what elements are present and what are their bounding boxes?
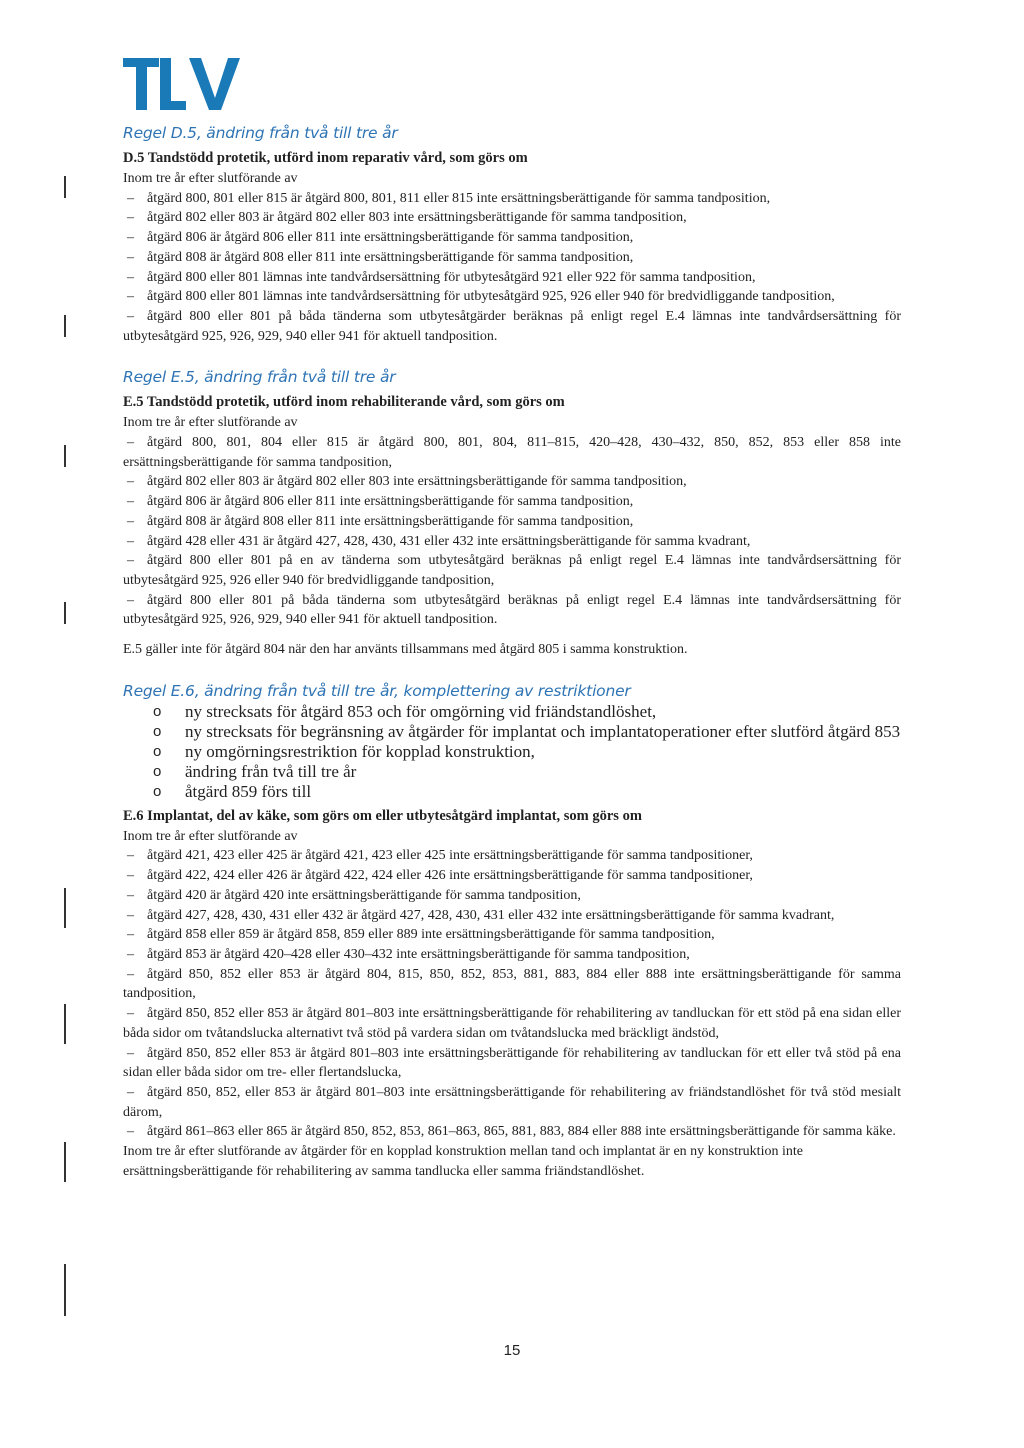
- list-item: – åtgärd 800 eller 801 på båda tänderna som utbytesåtgärder beräknas på enligt regel E.4 lämnas inte tandvårdsersättning för utbytesåtgärd 925, 926, 929, 940 eller 941 för aktuell tandposition.: [123, 307, 901, 346]
- rule-heading-d5: Regel D.5, ändring från två till tre år: [123, 124, 398, 142]
- change-item: [123, 702, 901, 722]
- bullet-circle-icon: o: [153, 782, 162, 800]
- list-item: – åtgärd 421, 423 eller 425 är åtgärd 421, 423 eller 425 inte ersättningsberättigande för samma tandpositioner,: [123, 846, 901, 866]
- revision-bar: [64, 1004, 66, 1044]
- rule-heading-e5: Regel E.5, ändring från två till tre år: [123, 368, 396, 387]
- list-item: – åtgärd 800 eller 801 på båda tänderna som utbytesåtgärd beräknas på enligt regel E.4 lämnas inte tandvårdsersättning för utbytesåtgärd 925, 926, 929, 940 eller 941 för aktuell tandposition.: [123, 591, 901, 630]
- section-intro: Inom tre år efter slutförande av: [123, 171, 298, 186]
- list-item: – åtgärd 802 eller 803 är åtgärd 802 eller 803 inte ersättningsberättigande för samma tandposition,: [123, 208, 901, 228]
- revision-bar: [64, 888, 66, 928]
- change-item: [123, 762, 901, 782]
- list-item: – åtgärd 802 eller 803 är åtgärd 802 eller 803 inte ersättningsberättigande för samma tandposition,: [123, 472, 901, 492]
- bullet-circle-icon: o: [153, 762, 162, 780]
- bullet-circle-icon: o: [153, 722, 162, 740]
- revision-bar: [64, 176, 66, 198]
- list-item: – åtgärd 800 eller 801 lämnas inte tandvårdsersättning för utbytesåtgärd 921 eller 922 för samma tandposition,: [123, 268, 901, 288]
- revision-bar: [64, 445, 66, 467]
- list-item: – åtgärd 800, 801 eller 815 är åtgärd 800, 801, 811 eller 815 inte ersättningsberättigande för samma tandposition,: [123, 189, 901, 209]
- revision-bar: [64, 315, 66, 337]
- change-item-text: ny omgörningsrestriktion för kopplad konstruktion,: [185, 741, 535, 761]
- list-item: – åtgärd 806 är åtgärd 806 eller 811 inte ersättningsberättigande för samma tandposition,: [123, 228, 901, 248]
- list-item: – åtgärd 808 är åtgärd 808 eller 811 inte ersättningsberättigande för samma tandposition,: [123, 512, 901, 532]
- revision-bar: [64, 602, 66, 624]
- restriction-list-d5: [123, 189, 901, 347]
- bullet-circle-icon: o: [153, 742, 162, 760]
- list-item: – åtgärd 800, 801, 804 eller 815 är åtgärd 800, 801, 804, 811–815, 420–428, 430–432, 850, 852, 853 eller 858 inte ersättningsberättigande för samma tandposition,: [123, 433, 901, 472]
- section-title-e5: E.5 Tandstödd protetik, utförd inom rehabiliterande vård, som görs om: [123, 394, 565, 411]
- section-closing-e6: Inom tre år efter slutförande av åtgärder för en kopplad konstruktion mellan tand och implantat är en ny konstruktion inte ersättningsberättigande för rehabilitering av samma tandlucka eller samma friändstandlöshet.: [123, 1144, 803, 1179]
- list-item: – åtgärd 800 eller 801 lämnas inte tandvårdsersättning för utbytesåtgärd 925, 926 eller 940 för bredvidliggande tandposition,: [123, 287, 901, 307]
- list-item: – åtgärd 861–863 eller 865 är åtgärd 850, 852, 853, 861–863, 865, 881, 883, 884 eller 888 inte ersättningsberättigande för samma käke.: [123, 1122, 901, 1142]
- section-note-e5: E.5 gäller inte för åtgärd 804 när den har använts tillsammans med åtgärd 805 i samma konstruktion.: [123, 642, 688, 658]
- section-title-d5: D.5 Tandstödd protetik, utförd inom reparativ vård, som görs om: [123, 150, 528, 166]
- list-item: – åtgärd 808 är åtgärd 808 eller 811 inte ersättningsberättigande för samma tandposition,: [123, 248, 901, 268]
- page-number: 15: [503, 1342, 521, 1359]
- list-item: – åtgärd 858 eller 859 är åtgärd 858, 859 eller 889 inte ersättningsberättigande för samma tandposition,: [123, 925, 901, 945]
- section-intro: Inom tre år efter slutförande av: [123, 415, 298, 431]
- list-item: – åtgärd 853 är åtgärd 420–428 eller 430–432 inte ersättningsberättigande för samma tandposition,: [123, 945, 901, 965]
- change-item: [123, 722, 901, 742]
- section-intro: Inom tre år efter slutförande av: [123, 828, 298, 844]
- change-list-e6: [123, 702, 901, 802]
- restriction-list-e5: [123, 433, 901, 630]
- restriction-list-e6: [123, 846, 901, 1142]
- bullet-circle-icon: o: [153, 702, 162, 720]
- list-item: – åtgärd 850, 852, eller 853 är åtgärd 801–803 inte ersättningsberättigande för rehabilitering av friändstandlöshet för två stöd mesialt därom,: [123, 1083, 901, 1122]
- change-item: [123, 742, 901, 762]
- rule-heading-e6: Regel E.6, ändring från två till tre år, komplettering av restriktioner: [123, 681, 631, 700]
- revision-bar: [64, 1264, 66, 1316]
- list-item: – åtgärd 420 är åtgärd 420 inte ersättningsberättigande för samma tandposition,: [123, 886, 901, 906]
- section-title-e6: E.6 Implantat, del av käke, som görs om eller utbytesåtgärd implantat, som görs om: [123, 807, 642, 824]
- tlv-logo: [123, 56, 241, 112]
- change-item: [123, 782, 901, 802]
- change-item-text: åtgärd 859 förs till: [185, 781, 312, 801]
- change-item-text: ny strecksats för begränsning av åtgärder för implantat och implantatoperationer efter slutförd åtgärd 853: [185, 721, 901, 741]
- list-item: – åtgärd 850, 852 eller 853 är åtgärd 804, 815, 850, 852, 853, 881, 883, 884 eller 888 inte ersättningsberättigande för samma tandposition,: [123, 965, 901, 1004]
- change-item-text: ny strecksats för åtgärd 853 och för omgörning vid friändstandlöshet,: [185, 701, 657, 721]
- list-item: – åtgärd 806 är åtgärd 806 eller 811 inte ersättningsberättigande för samma tandposition,: [123, 492, 901, 512]
- document-body: [123, 124, 901, 1181]
- list-item: – åtgärd 850, 852 eller 853 är åtgärd 801–803 inte ersättningsberättigande för rehabilitering av tandluckan för ett stöd på ena sidan eller båda sidor om tvåtandslucka alternativt två stöd på vardera sidan om tvåtandslucka med bräckligt ändstöd,: [123, 1004, 901, 1043]
- list-item: – åtgärd 800 eller 801 på en av tänderna som utbytesåtgärd beräknas på enligt regel E.4 lämnas inte tandvårdsersättning för utbytesåtgärd 925, 926 eller 940 för bredvidliggande tandposition,: [123, 551, 901, 590]
- list-item: – åtgärd 422, 424 eller 426 är åtgärd 422, 424 eller 426 inte ersättningsberättigande för samma tandpositioner,: [123, 866, 901, 886]
- list-item: – åtgärd 428 eller 431 är åtgärd 427, 428, 430, 431 eller 432 inte ersättningsberättigande för samma kvadrant,: [123, 532, 901, 552]
- list-item: – åtgärd 850, 852 eller 853 är åtgärd 801–803 inte ersättningsberättigande för rehabilitering av tandluckan för ett eller två stöd på ena sidan eller båda sidor om tre- eller flertandslucka,: [123, 1044, 901, 1083]
- revision-bar: [64, 1142, 66, 1182]
- list-item: – åtgärd 427, 428, 430, 431 eller 432 är åtgärd 427, 428, 430, 431 eller 432 inte ersättningsberättigande för samma kvadrant,: [123, 906, 901, 926]
- change-item-text: ändring från två till tre år: [185, 761, 357, 781]
